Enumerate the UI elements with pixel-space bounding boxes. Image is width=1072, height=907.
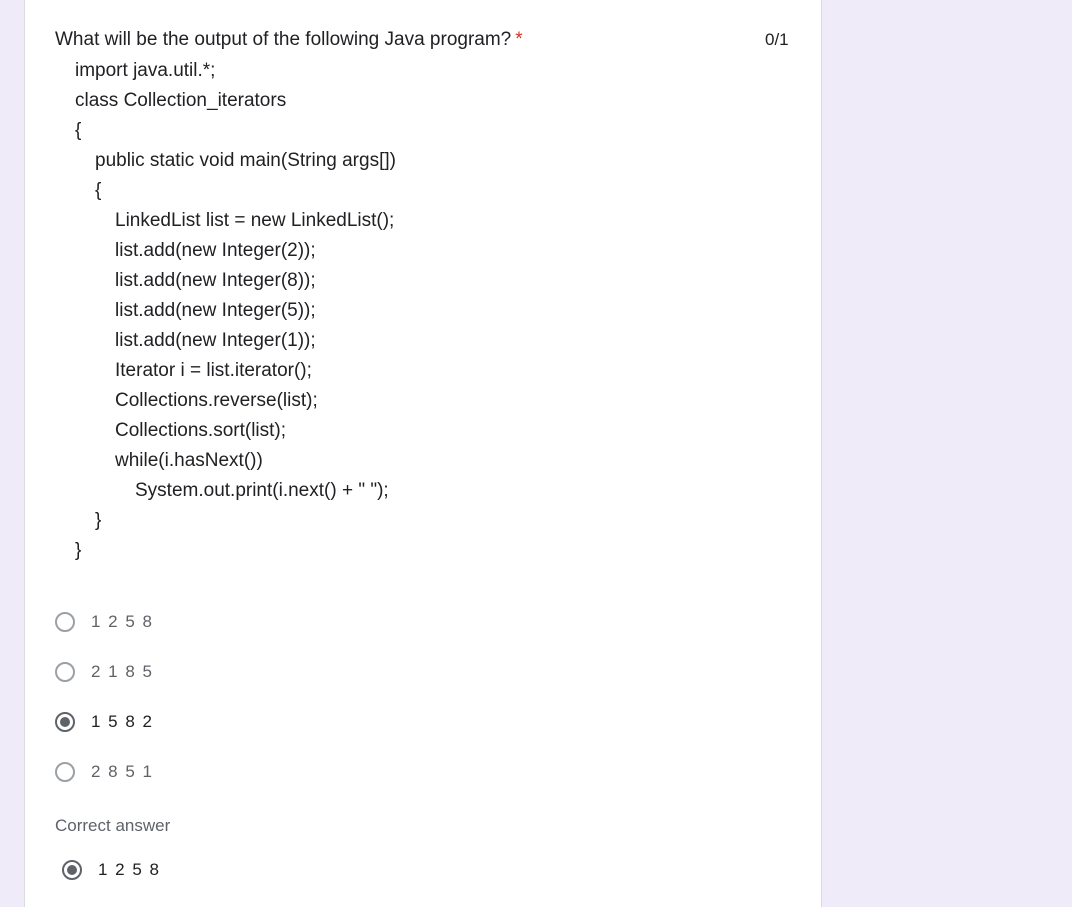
- option-2[interactable]: [55, 648, 154, 698]
- option-3[interactable]: [55, 698, 154, 748]
- code-line: list.add(new Integer(2));: [115, 240, 316, 261]
- code-line: public static void main(String args[]): [95, 150, 396, 171]
- code-line: while(i.hasNext()): [115, 450, 263, 471]
- radio-button[interactable]: [55, 762, 75, 782]
- radio-button-checked[interactable]: [55, 712, 75, 732]
- score-badge: 0/1: [765, 30, 789, 49]
- question-text: What will be the output of the following Java program?: [55, 29, 512, 50]
- option-label: 2 1 8 5: [91, 662, 154, 681]
- radio-button-checked: [62, 860, 82, 880]
- radio-button[interactable]: [55, 662, 75, 682]
- correct-answer: [62, 860, 161, 880]
- code-line: Collections.sort(list);: [115, 420, 287, 441]
- required-marker: *: [515, 29, 523, 50]
- answer-options: [55, 598, 154, 798]
- code-line: LinkedList list = new LinkedList();: [115, 210, 395, 231]
- code-line: Iterator i = list.iterator();: [115, 360, 312, 381]
- option-1[interactable]: [55, 598, 154, 648]
- code-line: {: [95, 180, 102, 201]
- code-line: System.out.print(i.next() + " ");: [135, 480, 389, 501]
- option-4[interactable]: [55, 748, 154, 798]
- code-line: list.add(new Integer(1));: [115, 330, 316, 351]
- code-line: }: [75, 540, 82, 561]
- code-line: Collections.reverse(list);: [115, 390, 318, 411]
- code-line: import java.util.*;: [75, 60, 216, 81]
- option-label: 2 8 5 1: [91, 762, 154, 781]
- option-label: 1 5 8 2: [91, 712, 154, 731]
- question-card: [24, 0, 822, 907]
- radio-button[interactable]: [55, 612, 75, 632]
- code-line: list.add(new Integer(8));: [115, 270, 316, 291]
- code-block: [55, 56, 396, 566]
- code-line: list.add(new Integer(5));: [115, 300, 316, 321]
- correct-answer-label: 1 2 5 8: [98, 860, 161, 879]
- question-title: [55, 28, 523, 52]
- code-line: }: [95, 510, 102, 531]
- option-label: 1 2 5 8: [91, 612, 154, 631]
- correct-answer-heading: Correct answer: [55, 816, 171, 835]
- code-line: class Collection_iterators: [75, 90, 287, 111]
- code-line: {: [75, 120, 82, 141]
